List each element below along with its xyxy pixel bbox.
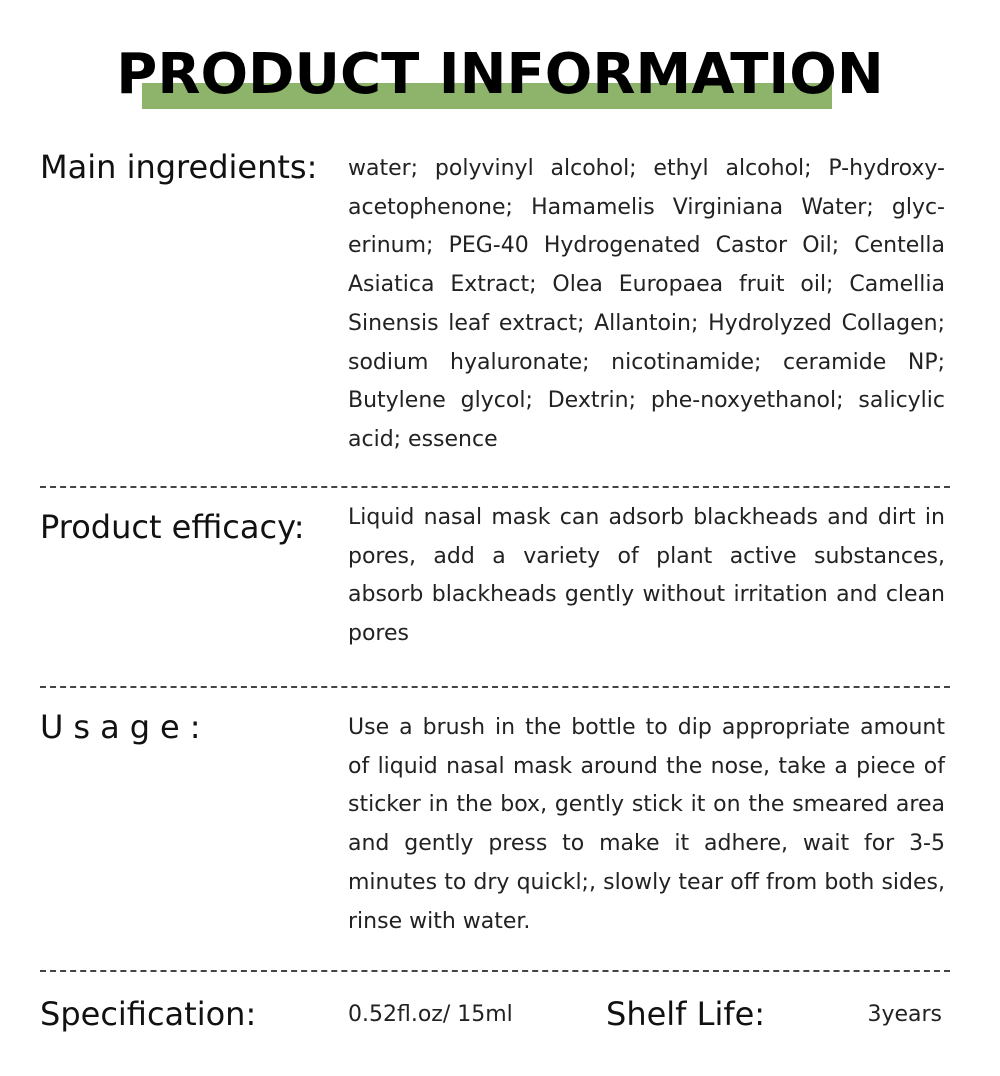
divider-1 [40, 486, 950, 488]
usage-text: Use a brush in the bottle to dip appropriate amount of liquid nasal mask around the nose, take a piece of sticker in the box, gently stick it on the smeared area and gently press to make it adhere, wait for 3-5 minutes to dry quickl;, slowly tear off from both sides, rinse with water. [348, 715, 945, 934]
specification-label: Specification: [40, 995, 257, 1033]
ingredients-text: water; polyvinyl alcohol; ethyl alcohol; P-hydroxy-acetophenone; Hamamelis Virginiana Water; glyc-erinum; PEG-40 Hydrogenated Castor Oil; Centella Asiatica Extract; Olea Europaea fruit oil; Camellia Sinensis leaf extract; Allantoin; Hydrolyzed Collagen; sodium hyaluronate; nicotinamide; ceramide NP; Butylene glycol; Dextrin; phe-noxyethanol; salicylic acid; essence [348, 156, 945, 452]
specification-value: 0.52fl.oz/ 15ml [348, 1002, 513, 1027]
efficacy-text: Liquid nasal mask can adsorb blackheads and dirt in pores, add a variety of plant active substances, absorb blackheads gently without irritation and clean pores [348, 505, 945, 647]
shelf-life-value: 3years [867, 1002, 942, 1027]
efficacy-label: Product efficacy: [40, 508, 305, 546]
divider-3 [40, 970, 950, 972]
page-title: PRODUCT INFORMATION [116, 42, 884, 107]
page-title-block [0, 40, 1000, 115]
ingredients-label: Main ingredients: [40, 148, 318, 186]
usage-label: Usage: [40, 708, 211, 746]
divider-2 [40, 686, 950, 688]
shelf-life-label: Shelf Life: [606, 995, 766, 1033]
